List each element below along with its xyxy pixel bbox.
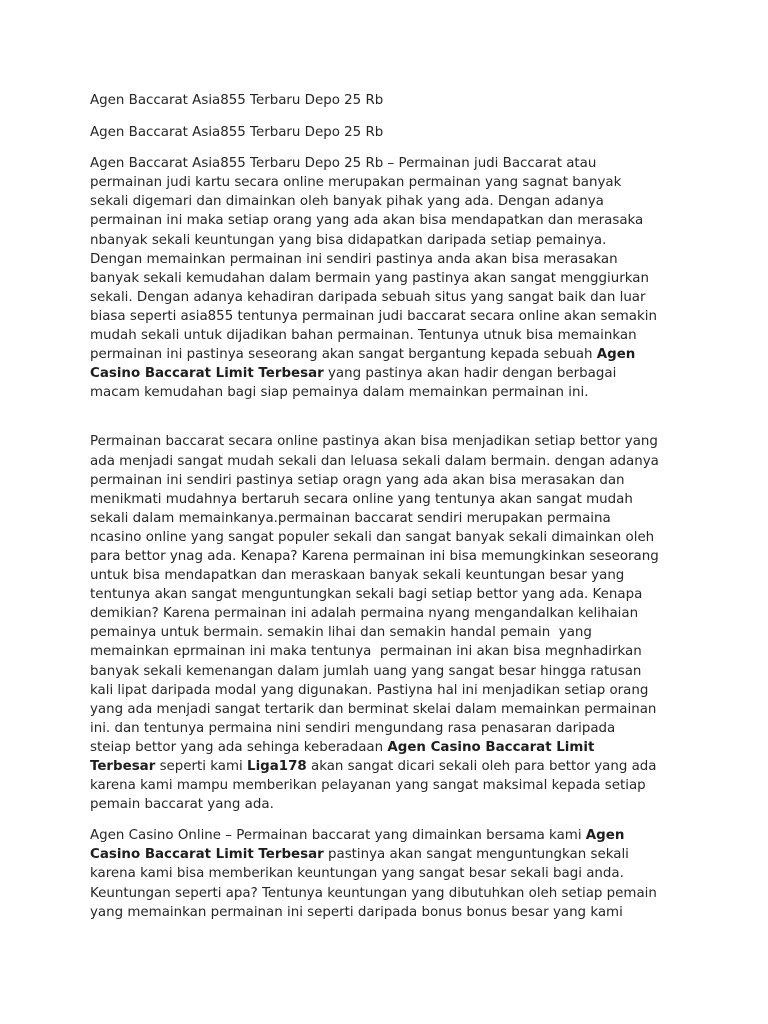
text-line: permainan ini sendiri pastinya setiap oragn yang ada akan bisa merasakan dan bbox=[90, 472, 625, 488]
text-line: memainkan eprmainan ini maka tentunya permainan ini akan bisa megnhadirkan bbox=[90, 644, 642, 660]
paragraph-closing bbox=[90, 826, 680, 921]
text-line: Dengan memainkan permainan ini sendiri pastinya anda akan bisa merasakan bbox=[90, 251, 618, 267]
text-line: yang memainkan permainan ini seperti daripada bonus bonus besar yang kami bbox=[90, 904, 623, 920]
text-run: seperti kami bbox=[155, 759, 248, 774]
bold-keyword: Casino Baccarat Limit Terbesar bbox=[90, 366, 324, 382]
text-line: ini. dan tentunya permaina nini sendiri mengundang rasa penasaran daripada bbox=[90, 720, 616, 736]
text-line bbox=[90, 738, 680, 757]
document-body bbox=[90, 91, 680, 922]
text-line: karena kami mampu memberikan pelayanan yang sangat maksimal kepada setiap bbox=[90, 778, 646, 794]
text-line: ada menjadi sangat mudah sekali dan leluasa sekali dalam bermain. dengan adanya bbox=[90, 453, 659, 469]
text-line bbox=[90, 845, 680, 864]
text-line: para bettor ynag ada. Kenapa? Karena permainan ini bisa memungkinkan seseorang bbox=[90, 548, 659, 564]
text-run: pastinya akan sangat menguntungkan sekali bbox=[323, 847, 629, 863]
bold-keyword: Agen bbox=[596, 347, 636, 363]
text-line: sekali. Dengan adanya kehadiran daripada sebuah situs yang sangat baik dan luar bbox=[90, 289, 646, 305]
text-run: Agen Casino Online – Permainan baccarat yang dimainkan bersama kami bbox=[90, 828, 586, 844]
text-line: kali lipat daripada modal yang digunakan. Pastiyna hal ini menjadikan setiap orang bbox=[90, 682, 649, 698]
text-line: nbanyak sekali keuntungan yang bisa didapatkan daripada setiap pemainya. bbox=[90, 232, 607, 248]
text-line: permainan judi kartu secara online merupakan permainan yang sagnat banyak bbox=[90, 175, 622, 191]
text-line: pemainya untuk bermain. semakin lihai dan semakin handal pemain yang bbox=[90, 625, 592, 641]
text-line: yang ada menjadi sangat tertarik dan berminat skelai dalam memainkan permainan bbox=[90, 701, 657, 717]
text-line: menikmati mudahnya bertaruh secara online yang tentunya akan sangat mudah bbox=[90, 491, 633, 507]
text-line: Keuntungan seperti apa? Tentunya keuntungan yang dibutuhkan oleh setiap pemain bbox=[90, 885, 657, 901]
text-run: akan sangat dicari sekali oleh para bettor yang ada bbox=[306, 759, 657, 774]
bold-keyword: Terbesar bbox=[90, 759, 156, 774]
text-line: banyak sekali kemenangan dalam jumlah uang yang sangat besar hingga ratusan bbox=[90, 663, 642, 679]
text-line bbox=[90, 826, 680, 845]
text-line: tentunya akan sangat menguntungkan sekali bagi setiap bettor yang ada. Kenapa bbox=[90, 587, 643, 603]
text-line: mudah sekali untuk dijadikan bahan permainan. Tentunya utnuk bisa memainkan bbox=[90, 328, 637, 344]
text-line: macam kemudahan bagi siap pemainya dalam memainkan permainan ini. bbox=[90, 385, 589, 401]
bold-keyword: Agen bbox=[585, 828, 625, 844]
text-line: demikian? Karena permainan ini adalah permaina nyang mengandalkan kelihaian bbox=[90, 606, 639, 622]
text-line: Permainan baccarat secara online pastinya akan bisa menjadikan setiap bettor yang bbox=[90, 434, 658, 450]
text-line bbox=[90, 757, 680, 776]
text-line: karena kami bisa memberikan keuntungan yang sangat besar sekali bagi anda. bbox=[90, 866, 624, 882]
text-line: biasa seperti asia855 tentunya permainan judi baccarat secara online akan semakin bbox=[90, 308, 657, 324]
bold-keyword: Agen Casino Baccarat Limit bbox=[387, 739, 595, 755]
text-run: yang pastinya akan hadir dengan berbagai bbox=[323, 366, 617, 382]
text-line bbox=[90, 364, 680, 383]
text-run: steiap bettor yang ada sehinga keberadaan bbox=[90, 739, 388, 755]
text-line: pemain baccarat yang ada. bbox=[90, 797, 274, 813]
bold-keyword: Casino Baccarat Limit Terbesar bbox=[90, 847, 324, 863]
paragraph-body bbox=[90, 432, 680, 814]
document-title-line: Agen Baccarat Asia855 Terbaru Depo 25 Rb bbox=[90, 125, 384, 141]
text-line: untuk bisa mendapatkan dan meraskaan banyak sekali keuntungan besar yang bbox=[90, 568, 625, 584]
text-line: permainan ini maka setiap orang yang ada akan bisa mendapatkan dan merasaka bbox=[90, 213, 644, 229]
bold-keyword: Liga178 bbox=[247, 759, 307, 774]
text-line: banyak sekali kemudahan dalam bermain yang pastinya akan sangat menggiurkan bbox=[90, 270, 649, 286]
text-line bbox=[90, 345, 680, 364]
text-line: ncasino online yang sangat populer sekali dan sangat banyak sekali dimainkan oleh bbox=[90, 529, 655, 545]
document-title-line: Agen Baccarat Asia855 Terbaru Depo 25 Rb bbox=[90, 93, 384, 108]
text-line: sekali digemari dan dimainkan oleh banyak pihak yang ada. Dengan adanya bbox=[90, 194, 604, 210]
paragraph-intro bbox=[90, 154, 680, 402]
text-line: sekali dalam memainkanya.permainan baccarat sendiri merupakan permaina bbox=[90, 510, 611, 526]
text-line: Agen Baccarat Asia855 Terbaru Depo 25 Rb – Permainan judi Baccarat atau bbox=[90, 156, 597, 172]
text-run: permainan ini pastinya seseorang akan sangat bergantung kepada sebuah bbox=[90, 347, 597, 363]
